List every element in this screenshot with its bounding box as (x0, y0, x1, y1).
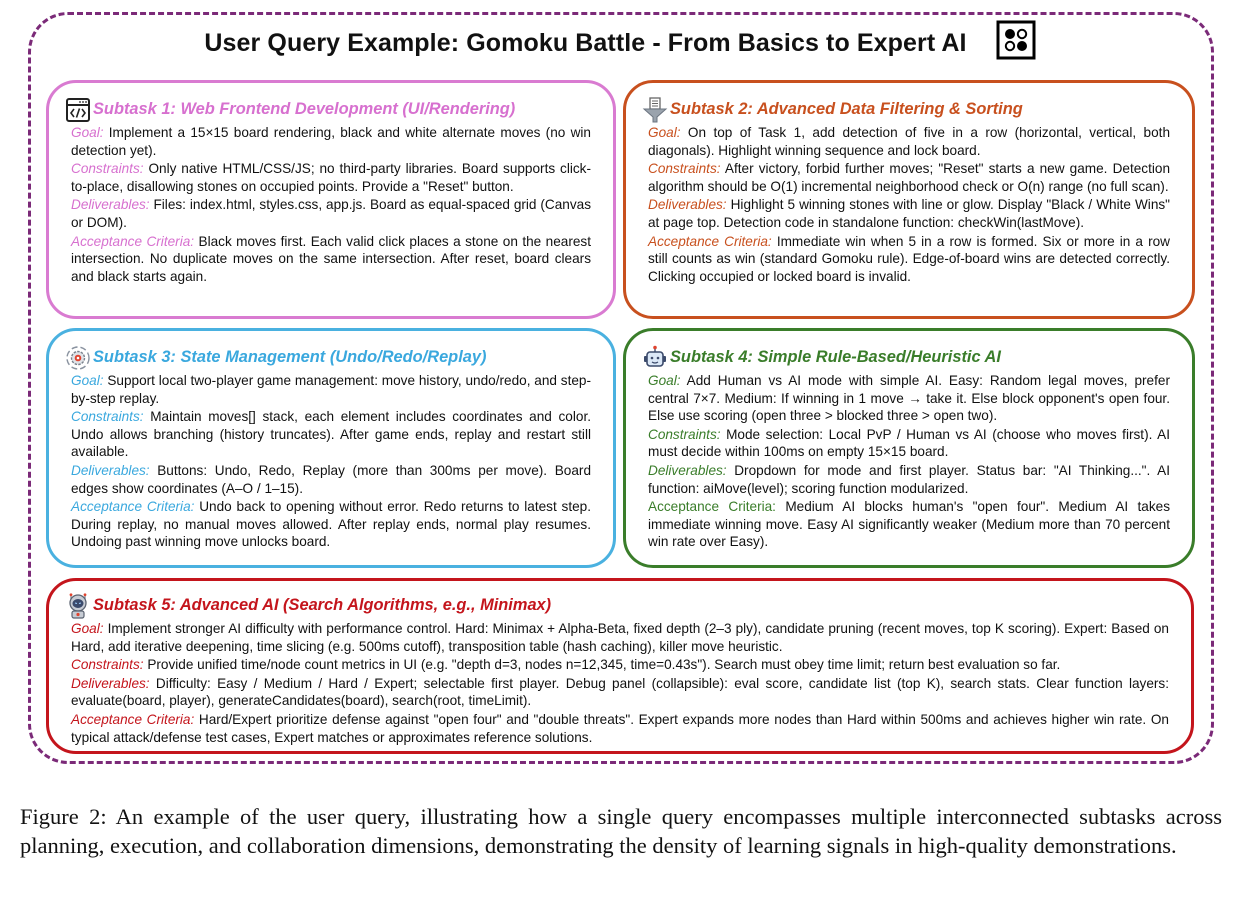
goal-text: On top of Task 1, add detection of five in a row (horizontal, vertical, both diagonals). Highlight winning sequence and lock board. (648, 125, 1170, 158)
constraints-label: Constraints: (71, 161, 144, 177)
acceptance-row (648, 233, 1170, 286)
deliverables-text: Difficulty: Easy / Medium / Hard / Expert; selectable first player. Debug panel (collapsible): eval score, candidate list (top K), search stats. Clear function layers: evaluate(board, player), generateCandidates(board), search(root, timeLimit). (71, 675, 1169, 709)
subtask-header (65, 593, 1169, 619)
gear-cycle-icon (65, 345, 91, 371)
goal-row (71, 620, 1169, 655)
code-window-icon (65, 97, 91, 123)
constraints-label: Constraints: (648, 161, 721, 177)
deliverables-row (71, 462, 591, 497)
astronaut-robot-icon (65, 593, 91, 619)
deliverables-text: Buttons: Undo, Redo, Replay (more than 300ms per move). Board edges show coordinates (A–O / 1–15). (71, 462, 592, 496)
goal-row (71, 124, 591, 159)
acceptance-label: Acceptance Criteria: (71, 233, 195, 249)
acceptance-text: Black moves first. Each valid click places a stone on the nearest intersection. No duplicate moves on the same intersection. After reset, board clears and black starts again. (71, 233, 592, 284)
subtask-card-4 (623, 328, 1195, 568)
goal-label: Goal: (71, 621, 104, 636)
constraints-label: Constraints: (648, 426, 721, 442)
deliverables-row (71, 675, 1169, 710)
goal-row (648, 124, 1170, 159)
constraints-row (71, 656, 1169, 674)
deliverables-label: Deliverables: (648, 462, 727, 478)
acceptance-text: Immediate win when 5 in a row is formed. Six or more in a row still counts as win (standard Gomoku rule). Edge-of-board wins are detected correctly. Clicking occupied or locked board is invalid. (648, 233, 1170, 284)
acceptance-text: Hard/Expert prioritize defense against "open four" and "double threats". Expert expands more nodes than Hard within 500ms and achieves higher win rate. On typical attack/defense test cases, Expert matches or approximates reference solutions. (71, 711, 1169, 745)
subtask-header (65, 345, 591, 371)
constraints-row (71, 408, 591, 461)
subtask-title: Subtask 5: Advanced AI (Search Algorithms, e.g., Minimax) (93, 596, 552, 615)
deliverables-text: Highlight 5 winning stones with line or glow. Display "Black / White Wins" at page top. Detection code in standalone function: checkWin(lastMove). (648, 197, 1171, 230)
robot-icon (642, 345, 668, 371)
acceptance-label: Acceptance Criteria: (71, 499, 195, 515)
deliverables-text: Files: index.html, styles.css, app.js. Board as equal-spaced grid (Canvas or DOM). (71, 197, 591, 230)
goal-text: Implement a 15×15 board rendering, black and white alternate moves (no win detection yet). (71, 125, 591, 158)
deliverables-label: Deliverables: (71, 197, 150, 213)
subtask-header (65, 97, 591, 123)
deliverables-label: Deliverables: (71, 675, 150, 691)
goal-text: Support local two-player game management: move history, undo/redo, and step-by-step replay. (71, 373, 592, 406)
deliverables-row (71, 196, 591, 231)
deliverables-label: Deliverables: (71, 462, 150, 478)
figure-title-row (0, 20, 1240, 67)
deliverables-label: Deliverables: (648, 197, 727, 213)
constraints-text: Only native HTML/CSS/JS; no third-party libraries. Board supports click-to-place, disallowing stones on occupied points. Provide a "Reset" button. (71, 161, 592, 194)
subtask-card-5 (46, 578, 1194, 754)
subtask-title: Subtask 3: State Management (Undo/Redo/Replay) (93, 348, 487, 367)
constraints-label: Constraints: (71, 409, 144, 425)
goal-label: Goal: (71, 373, 104, 388)
figure-caption: Figure 2: An example of the user query, illustrating how a single query encompasses multiple interconnected subtasks across planning, execution, and collaboration dimensions, demonstrating the density of learning signals in high-quality demonstrations. (20, 804, 1222, 858)
acceptance-label: Acceptance Criteria: (71, 711, 195, 727)
constraints-row (648, 426, 1170, 461)
goal-label: Goal: (648, 125, 681, 140)
subtask-card-3 (46, 328, 616, 568)
deliverables-row (648, 462, 1170, 497)
constraints-text: Maintain moves[] stack, each element includes coordinates and color. Undo allows branching (history truncates). After game ends, replay and restart still available. (71, 409, 592, 460)
subtask-header (642, 345, 1170, 371)
constraints-text: Mode selection: Local PvP / Human vs AI (choose who moves first). AI must decide within 100ms on empty 15×15 board. (648, 426, 1171, 460)
gomoku-board-icon (996, 20, 1036, 67)
acceptance-text: Medium AI blocks human's "open four". Medium AI takes immediate winning move. Easy AI significantly weaker (Medium more than 70 percent win rate over Easy). (648, 499, 1170, 550)
constraints-row (71, 160, 591, 195)
acceptance-text: Undo back to opening without error. Redo returns to latest step. During replay, no manual moves allowed. After replay ends, normal play resumes. Undoing past winning move unlocks board. (71, 499, 591, 550)
goal-text: Implement stronger AI difficulty with performance control. Hard: Minimax + Alpha-Beta, fixed depth (2–3 ply), candidate pruning (recent moves, top K scoring). Expert: Based on Hard, add iterative deepening, time slicing (e.g. 500ms cutoff), transposition table (hash caching), killer move heuristic. (71, 621, 1169, 654)
subtask-title: Subtask 4: Simple Rule-Based/Heuristic AI (670, 348, 1001, 367)
acceptance-row (71, 498, 591, 551)
goal-label: Goal: (648, 373, 681, 388)
subtask-title: Subtask 2: Advanced Data Filtering & Sorting (670, 100, 1023, 119)
acceptance-row (71, 711, 1169, 746)
acceptance-row (71, 233, 591, 286)
acceptance-label: Acceptance Criteria: (648, 233, 772, 249)
goal-text: Add Human vs AI mode with simple AI. Easy: Random legal moves, prefer central 7×7. Medium: If winning in 1 move → take it. Else block opponent's open four. Else use scoring (open three > blocked three > open two). (648, 373, 1170, 424)
acceptance-label: Acceptance Criteria: (648, 499, 776, 515)
acceptance-row (648, 498, 1170, 551)
constraints-row (648, 160, 1170, 195)
goal-row (648, 372, 1170, 425)
subtask-card-2 (623, 80, 1195, 319)
subtask-title: Subtask 1: Web Frontend Development (UI/Rendering) (93, 100, 516, 119)
subtask-card-1 (46, 80, 616, 319)
deliverables-text: Dropdown for mode and first player. Status bar: "AI Thinking...". AI function: aiMove(level); scoring function modularized. (648, 462, 1170, 496)
constraints-label: Constraints: (71, 657, 144, 673)
goal-label: Goal: (71, 125, 104, 140)
goal-row (71, 372, 591, 407)
subtask-header (642, 97, 1170, 123)
figure-title: User Query Example: Gomoku Battle - From Basics to Expert AI (204, 29, 967, 57)
filter-funnel-icon (642, 97, 668, 123)
constraints-text: After victory, forbid further moves; "Reset" starts a new game. Detection algorithm should be O(1) incremental neighborhood check or O(n) range (no full scan). (648, 161, 1170, 194)
constraints-text: Provide unified time/node count metrics in UI (e.g. "depth d=3, nodes n=12,345, time=0.43s"). Search must obey time limit; return best evaluation so far. (147, 657, 1061, 673)
deliverables-row (648, 196, 1170, 231)
